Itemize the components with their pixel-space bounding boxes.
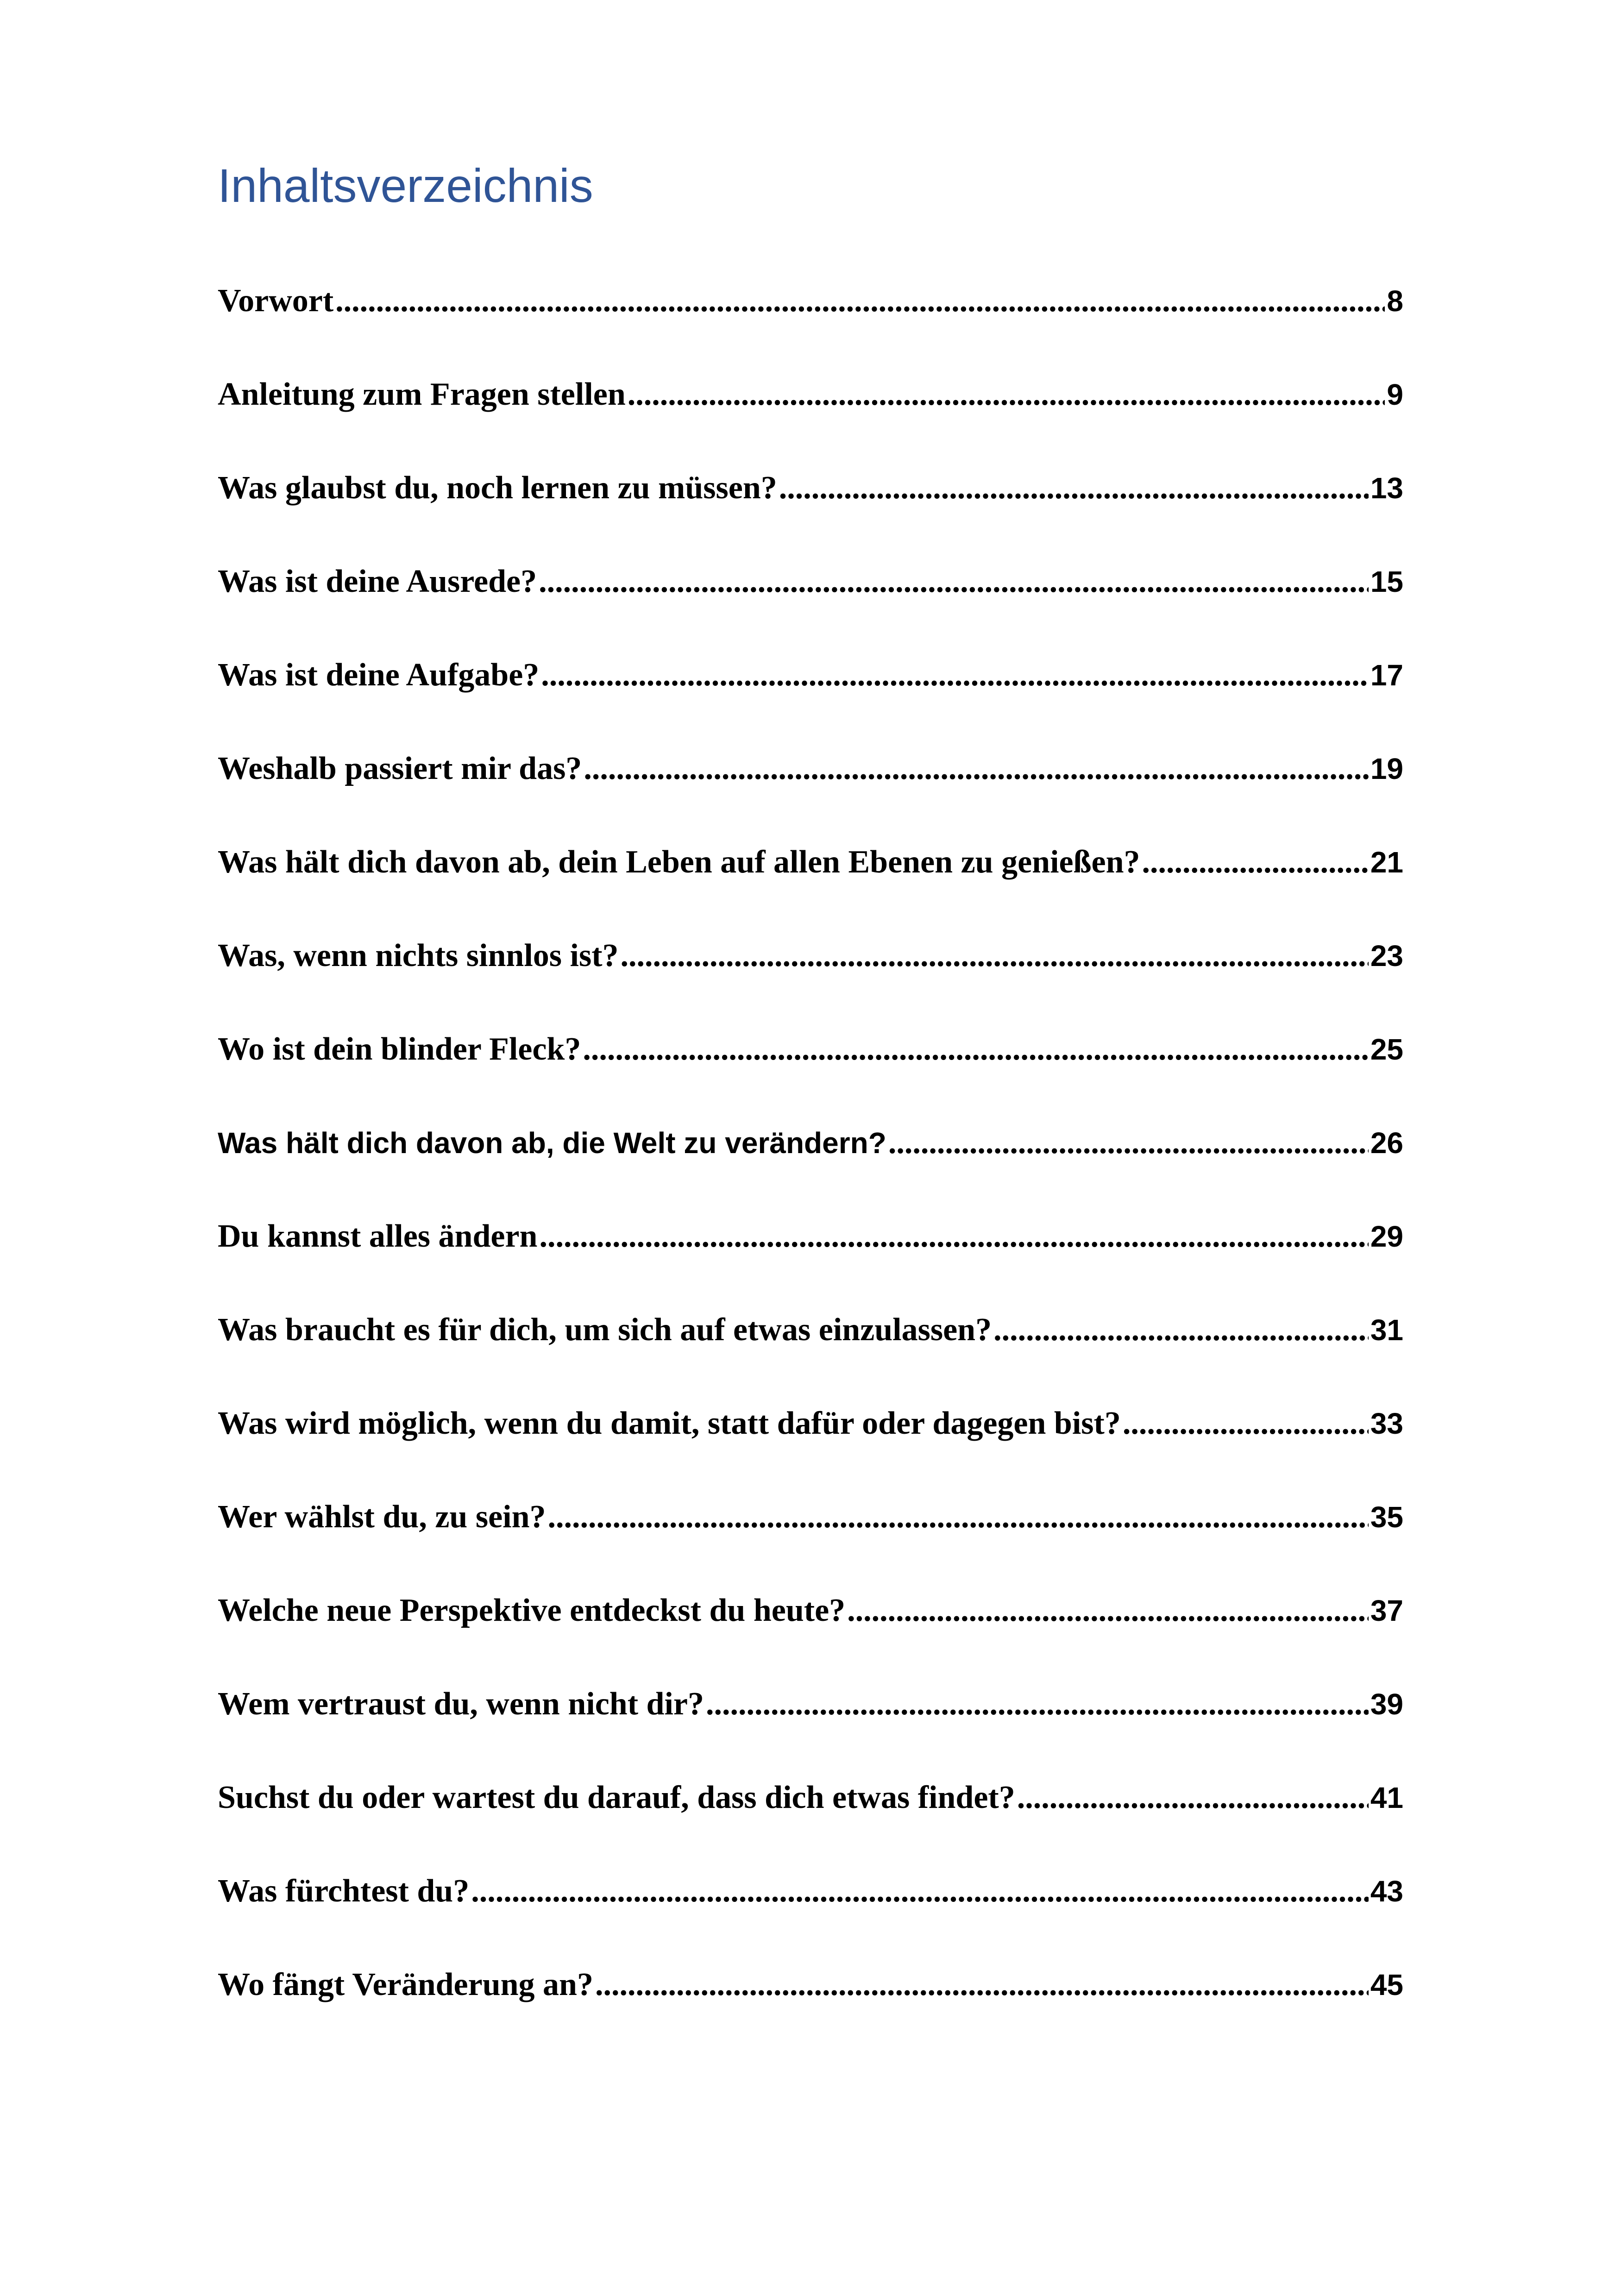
toc-entry-page: 31 <box>1370 1313 1403 1347</box>
toc-entry-page: 45 <box>1370 1968 1403 2001</box>
toc-dot-leader <box>779 470 1369 507</box>
toc-dot-leader <box>621 937 1369 974</box>
toc-dot-leader <box>993 1311 1369 1349</box>
toc-entry-page: 43 <box>1370 1875 1403 1908</box>
toc-entry[interactable] <box>218 1873 1403 1966</box>
toc-entry-page: 23 <box>1370 939 1403 972</box>
toc-entry-title: Wo ist dein blinder Fleck? <box>218 1031 581 1067</box>
toc-entry[interactable] <box>218 1499 1403 1592</box>
toc-entry[interactable] <box>218 1124 1403 1218</box>
toc-entry-page: 33 <box>1370 1407 1403 1440</box>
toc-dot-leader <box>847 1592 1369 1629</box>
toc-entry-title: Weshalb passiert mir das? <box>218 751 582 786</box>
toc-entry-title: Was braucht es für dich, um sich auf etwas einzulassen? <box>218 1312 992 1348</box>
toc-dot-leader <box>541 657 1369 694</box>
toc-entry[interactable] <box>218 1405 1403 1499</box>
toc-entry-page: 19 <box>1370 752 1403 785</box>
toc-entry[interactable] <box>218 1311 1403 1405</box>
toc-entry-title: Anleitung zum Fragen stellen <box>218 376 626 412</box>
toc-entry-title: Was hält dich davon ab, dein Leben auf allen Ebenen zu genießen? <box>218 844 1140 880</box>
toc-entry-page: 13 <box>1370 471 1403 505</box>
toc-dot-leader <box>539 1218 1368 1255</box>
toc-entry-page: 9 <box>1387 378 1403 411</box>
toc-entry-page: 17 <box>1370 659 1403 692</box>
toc-dot-leader <box>471 1873 1369 1910</box>
toc-entry[interactable] <box>218 1779 1403 1873</box>
toc-entry-title: Wo fängt Veränderung an? <box>218 1967 593 2002</box>
toc-dot-leader <box>628 376 1385 413</box>
toc-entry[interactable] <box>218 1966 1403 2060</box>
toc-entry[interactable] <box>218 657 1403 750</box>
toc-entry-page: 8 <box>1387 284 1403 318</box>
toc-entry[interactable] <box>218 376 1403 470</box>
toc-entry-page: 29 <box>1370 1220 1403 1253</box>
toc-entry-title: Was ist deine Ausrede? <box>218 564 537 599</box>
toc-entry-title: Was glaubst du, noch lernen zu müssen? <box>218 470 777 506</box>
toc-dot-leader <box>1142 844 1369 881</box>
toc-dot-leader <box>888 1124 1369 1161</box>
toc-entry-title: Vorwort <box>218 283 334 319</box>
toc-dot-leader <box>595 1966 1369 2003</box>
toc-entry[interactable] <box>218 1218 1403 1311</box>
toc-entry-title: Wem vertraust du, wenn nicht dir? <box>218 1686 704 1722</box>
toc-entry-page: 15 <box>1370 565 1403 598</box>
toc-dot-leader <box>548 1499 1369 1536</box>
toc-entry[interactable] <box>218 1031 1403 1124</box>
toc-entry-page: 35 <box>1370 1500 1403 1534</box>
toc-list <box>218 282 1403 2060</box>
toc-entry-title: Was, wenn nichts sinnlos ist? <box>218 938 619 973</box>
toc-entry-page: 39 <box>1370 1687 1403 1721</box>
toc-entry-title: Was wird möglich, wenn du damit, statt dafür oder dagegen bist? <box>218 1405 1121 1441</box>
toc-entry-title: Was ist deine Aufgabe? <box>218 657 540 693</box>
toc-entry-title: Du kannst alles ändern <box>218 1218 538 1254</box>
toc-entry-page: 37 <box>1370 1594 1403 1627</box>
toc-entry[interactable] <box>218 1592 1403 1686</box>
toc-entry[interactable] <box>218 563 1403 657</box>
toc-entry[interactable] <box>218 470 1403 563</box>
toc-heading: Inhaltsverzeichnis <box>218 159 593 212</box>
toc-entry-page: 41 <box>1370 1781 1403 1814</box>
toc-dot-leader <box>1123 1405 1369 1442</box>
toc-entry[interactable] <box>218 937 1403 1031</box>
toc-entry-title: Was fürchtest du? <box>218 1873 470 1909</box>
toc-entry[interactable] <box>218 1686 1403 1779</box>
toc-entry-title: Suchst du oder wartest du darauf, dass dich etwas findet? <box>218 1780 1015 1815</box>
toc-dot-leader <box>1017 1779 1369 1816</box>
toc-entry[interactable] <box>218 844 1403 937</box>
toc-dot-leader <box>539 563 1369 600</box>
toc-dot-leader <box>706 1686 1369 1723</box>
toc-dot-leader <box>584 750 1369 787</box>
toc-entry[interactable] <box>218 750 1403 844</box>
toc-entry[interactable] <box>218 282 1403 376</box>
toc-entry-page: 21 <box>1370 846 1403 879</box>
toc-entry-title: Welche neue Perspektive entdeckst du heute? <box>218 1593 846 1628</box>
toc-entry-title: Wer wählst du, zu sein? <box>218 1499 546 1535</box>
toc-entry-page: 26 <box>1370 1126 1403 1160</box>
toc-entry-title: Was hält dich davon ab, die Welt zu verändern? <box>218 1126 886 1160</box>
toc-dot-leader <box>583 1031 1368 1068</box>
toc-dot-leader <box>335 282 1385 320</box>
toc-entry-page: 25 <box>1370 1033 1403 1066</box>
